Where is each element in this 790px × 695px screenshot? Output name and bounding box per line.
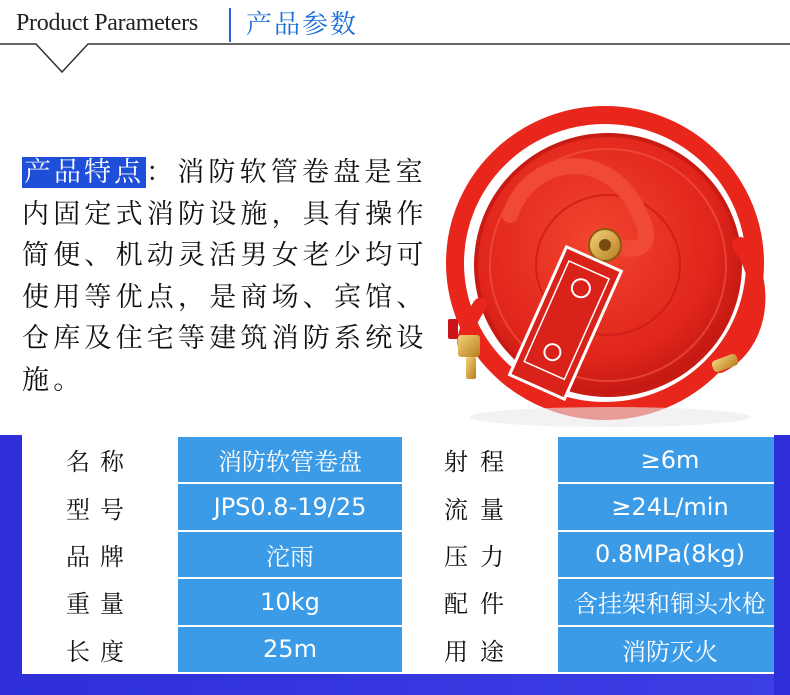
param-value: 含挂架和铜头水枪: [557, 578, 783, 625]
header-title-english: Product Parameters: [16, 10, 198, 36]
product-image-hose-reel: [440, 95, 790, 435]
product-features-text: [22, 152, 432, 401]
param-label: 型号: [23, 483, 177, 530]
param-value: ≥24L/min: [557, 483, 783, 530]
parameter-table: [22, 435, 784, 674]
table-row: [23, 626, 783, 673]
product-features-tag: 产品特点: [24, 157, 144, 188]
table-row: [23, 531, 783, 578]
param-value: 25m: [177, 626, 403, 673]
param-label: 流量: [403, 483, 557, 530]
param-label: 配件: [403, 578, 557, 625]
header-title-chinese: 产品参数: [246, 10, 359, 40]
param-label: 用途: [403, 626, 557, 673]
hose-reel-illustration: [440, 95, 790, 435]
header-separator: [229, 8, 231, 42]
param-value: 10kg: [177, 578, 403, 625]
param-value: JPS0.8-19/25: [177, 483, 403, 530]
param-value: ≥6m: [557, 436, 783, 483]
param-label: 重量: [23, 578, 177, 625]
param-label: 品牌: [23, 531, 177, 578]
param-label: 名称: [23, 436, 177, 483]
param-value: 沱雨: [177, 531, 403, 578]
section-header: [0, 0, 790, 75]
param-value: 0.8MPa(8kg): [557, 531, 783, 578]
table-row: [23, 578, 783, 625]
param-value: 消防灭火: [557, 626, 783, 673]
product-features-body: ：消防软管卷盘是室内固定式消防设施，具有操作简便、机动灵活男女老少均可使用等优点，是商场、宾馆、仓库及住宅等建筑消防系统设施。: [22, 157, 428, 396]
param-label: 长度: [23, 626, 177, 673]
param-label: 射程: [403, 436, 557, 483]
table-row: [23, 483, 783, 530]
parameter-table-frame: [0, 435, 790, 695]
param-value: 消防软管卷盘: [177, 436, 403, 483]
table-row: [23, 436, 783, 483]
param-label: 压力: [403, 531, 557, 578]
